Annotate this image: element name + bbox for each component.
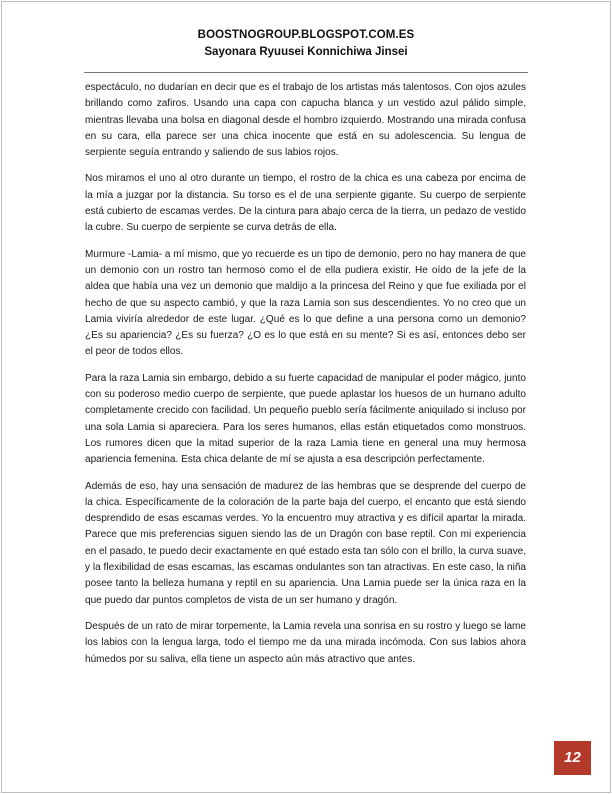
page-header: [0, 29, 612, 58]
paragraph: Después de un rato de mirar torpemente, la Lamia revela una sonrisa en su rostro y luego se lame los labios con la lengua larga, todo el tiempo me da una mirada incómoda. Con sus labios ahora húmedos por su saliva, ella tiene un aspecto aún más atractivo que antes.: [85, 620, 526, 665]
body-text: [85, 80, 526, 678]
site-title: BOOSTNOGROUP.BLOGSPOT.COM.ES: [197, 29, 415, 41]
book-title: Sayonara Ryuusei Konnichiwa Jinsei: [204, 46, 408, 58]
paragraph: Para la raza Lamia sin embargo, debido a su fuerte capacidad de manipular el poder mágico, junto con su poderoso medio cuerpo de serpiente, que puede aplastar los huesos de un humano adulto completamente crecido con facilidad. Un pequeño pueblo sería fácilmente aniquilado si incluso por una sola Lamia si apareciera. Para los seres humanos, ellas están etiquetados como monstruos. Los rumores dicen que la mitad superior de la raza Lamia tiene en general una muy hermosa apariencia femenina. Esta chica delante de mí se ajusta a esa descripción perfectamente.: [85, 372, 526, 466]
paragraph: espectáculo, no dudarían en decir que es el trabajo de los artistas más talentosos. Con ojos azules brillando como zafiros. Usando una capa con capucha blanca y un vestido azul pálido simple, mientras llevaba una bolsa en diagonal desde el hombro izquierdo. Mostrando una mirada confusa en su cara, ella parece ser una chica inocente que está en su adolescencia. Su lengua de serpiente seguía entrando y saliendo de sus labios rojos.: [85, 82, 526, 159]
header-divider: [84, 72, 528, 73]
paragraph: Nos miramos el uno al otro durante un tiempo, el rostro de la chica es una cabeza por encima de la mía a juzgar por la distancia. Su torso es el de una serpiente gigante. Su cuerpo de serpiente está cubierto de escamas verdes. De la cintura para abajo cerca de la tierra, un pedazo de vestido la cubre. Su cuerpo de serpiente se curva detrás de ella.: [85, 173, 526, 234]
paragraph: Murmure -Lamia- a mí mismo, que yo recuerde es un tipo de demonio, pero no hay manera de que un demonio con un rostro tan hermoso como el de ella pudiera existir. He oído de la jefe de la aldea que había una vez un demonio que maldijo a la princesa del Reino y que fue exiliada por el hecho de que su aspecto cambió, y que la raza Lamia son sus descendientes. Yo no creo que un Lamia viviría alrededor de este lugar. ¿Qué es lo que define a una persona como un demonio? ¿Es su apariencia? ¿Es su fuerza? ¿O es lo que está en su mente? Si es así, entonces debo ser el peor de todos ellos.: [85, 248, 526, 358]
paragraph: Además de eso, hay una sensación de madurez de las hembras que se desprende del cuerpo de la chica. Específicamente de la coloración de la parte baja del cuerpo, el encanto que está siendo desprendido de esas escamas verdes. Yo la encuentro muy atractiva y es difícil apartar la mirada. Parece que mis preferencias siguen siendo las de un Dragón con base reptil. Con mi experiencia en el pasado, te puedo decir exactamente en qué estado esta tan sólo con el brillo, la curva suave, y la flexibilidad de esas escamas, las escamas ondulantes son tan atractivas. En este caso, la niña posee tanto la belleza humana y reptil en su apariencia. Una Lamia puede ser la única raza en la que puedo dar puntos completos de vista de un ser humano y dragón.: [85, 480, 526, 606]
page-number-badge: 12: [554, 741, 591, 775]
